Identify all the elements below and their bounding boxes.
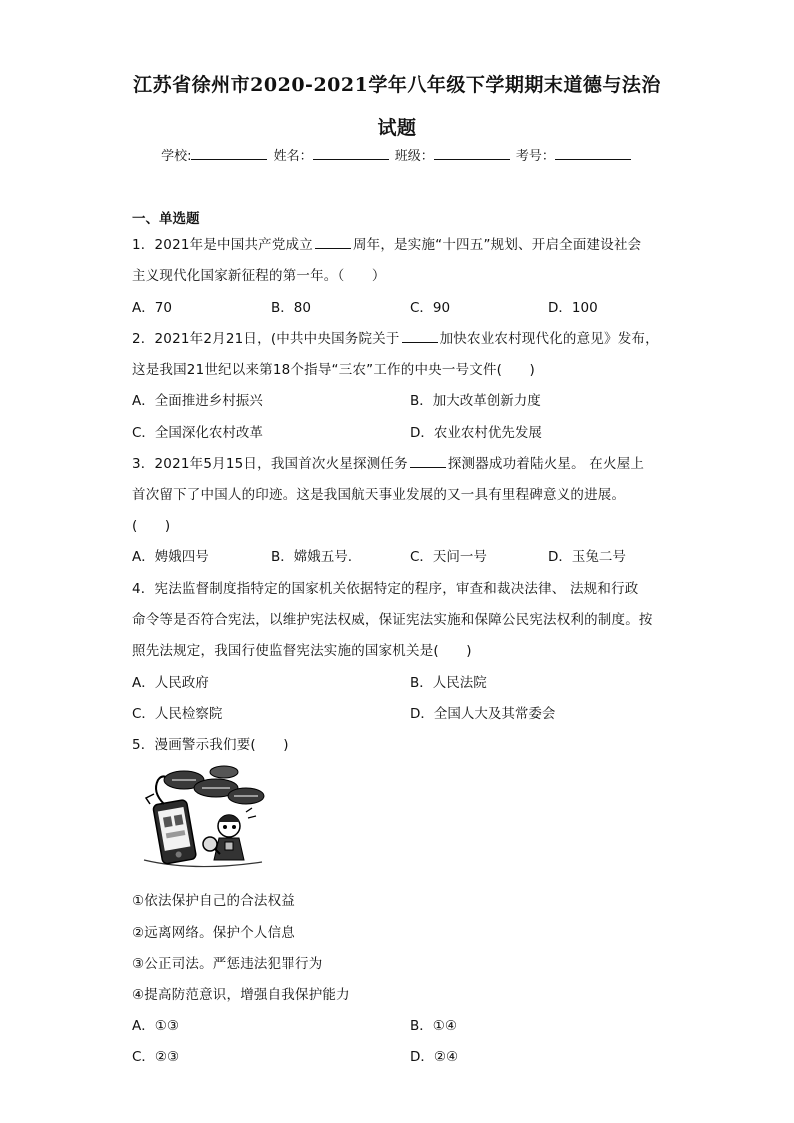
q3-option-c[interactable]: C．天问一号 <box>410 549 487 565</box>
page-title-continued: 试题 <box>377 117 417 139</box>
school-label: 学校: <box>161 149 192 164</box>
q1-option-c[interactable]: C．90 <box>410 300 451 316</box>
statement-4: ④提高防范意识，增强自我保护能力 <box>132 987 350 1003</box>
statement-1: ①依法保护自己的合法权益 <box>132 893 296 909</box>
section-title: 一、单选题 <box>132 211 200 227</box>
q1-option-a[interactable]: A．70 <box>132 300 172 316</box>
answer-blank <box>410 455 446 468</box>
name-blank[interactable] <box>313 147 389 160</box>
answer-blank <box>315 236 351 249</box>
q5-option-d[interactable]: D．②④ <box>410 1049 459 1065</box>
student-info-row <box>0 145 794 164</box>
q2-option-a[interactable]: A．全面推进乡村振兴 <box>132 393 263 409</box>
question-1-line-1: 1．2021年是中国共产党成立 周年，是实施“十四五”规划、开启全面建设社会 <box>132 237 642 253</box>
q2-option-b[interactable]: B．加大改革创新力度 <box>410 393 541 409</box>
statement-3: ③公正司法。严惩违法犯罪行为 <box>132 956 323 972</box>
q4-option-a[interactable]: A．人民政府 <box>132 675 209 691</box>
q4-option-d[interactable]: D．全国人大及其常委会 <box>410 706 556 722</box>
question-1-line-2: 主义现代化国家新征程的第一年。（ ） <box>132 268 386 284</box>
q3-option-b[interactable]: B．嫦娥五号. <box>271 549 353 565</box>
name-label: 姓名： <box>273 149 313 164</box>
question-3-line-2: 首次留下了中国人的印迹。这是我国航天事业发展的又一具有里程碑意义的进展。 <box>132 487 626 503</box>
q4-option-c[interactable]: C．人民检察院 <box>132 706 223 722</box>
statement-2: ②远离网络。保护个人信息 <box>132 925 296 941</box>
q5-option-a[interactable]: A．①③ <box>132 1018 179 1034</box>
exam-number-label: 考号： <box>515 149 555 164</box>
question-4-line-3: 照先法规定，我国行使监督宪法实施的国家机关是( ) <box>132 643 472 659</box>
cartoon-illustration <box>134 764 269 874</box>
question-3-line-3: ( ) <box>132 518 171 534</box>
exam-number-blank[interactable] <box>555 147 631 160</box>
question-4-line-2: 命令等是否符合宪法，以维护宪法权威，保证宪法实施和保障公民宪法权利的制度。按 <box>132 612 653 628</box>
answer-blank <box>402 330 438 343</box>
page-title: 江苏省徐州市2020-2021学年八年级下学期期末道德与法治 <box>133 74 661 96</box>
question-2-line-1: 2．2021年2月21日，(中共中央国务院关于 加快农业农村现代化的意见》发布， <box>132 331 659 347</box>
question-5-line-1: 5．漫画警示我们要( ) <box>132 737 289 753</box>
q2-option-c[interactable]: C．全国深化农村改革 <box>132 425 263 441</box>
q5-option-c[interactable]: C．②③ <box>132 1049 180 1065</box>
q2-option-d[interactable]: D．农业农村优先发展 <box>410 425 542 441</box>
q5-option-b[interactable]: B．①④ <box>410 1018 457 1034</box>
question-2-line-2: 这是我国21世纪以来第18个指导“三农”工作的中央一号文件( ) <box>132 362 535 378</box>
q1-option-d[interactable]: D．100 <box>548 300 598 316</box>
q4-option-b[interactable]: B．人民法院 <box>410 675 487 691</box>
q3-option-d[interactable]: D．玉兔二号 <box>548 549 626 565</box>
school-blank[interactable] <box>191 147 267 160</box>
q1-option-b[interactable]: B．80 <box>271 300 311 316</box>
class-blank[interactable] <box>434 147 510 160</box>
q3-option-a[interactable]: A．娉娥四号 <box>132 549 209 565</box>
question-3-line-1: 3．2021年5月15日，我国首次火星探测任务 探测器成功着陆火星。 在火屋上 <box>132 456 645 472</box>
class-label: 班级： <box>394 149 434 164</box>
question-4-line-1: 4．宪法监督制度指特定的国家机关依据特定的程序，审查和裁决法律、 法规和行政 <box>132 581 639 597</box>
